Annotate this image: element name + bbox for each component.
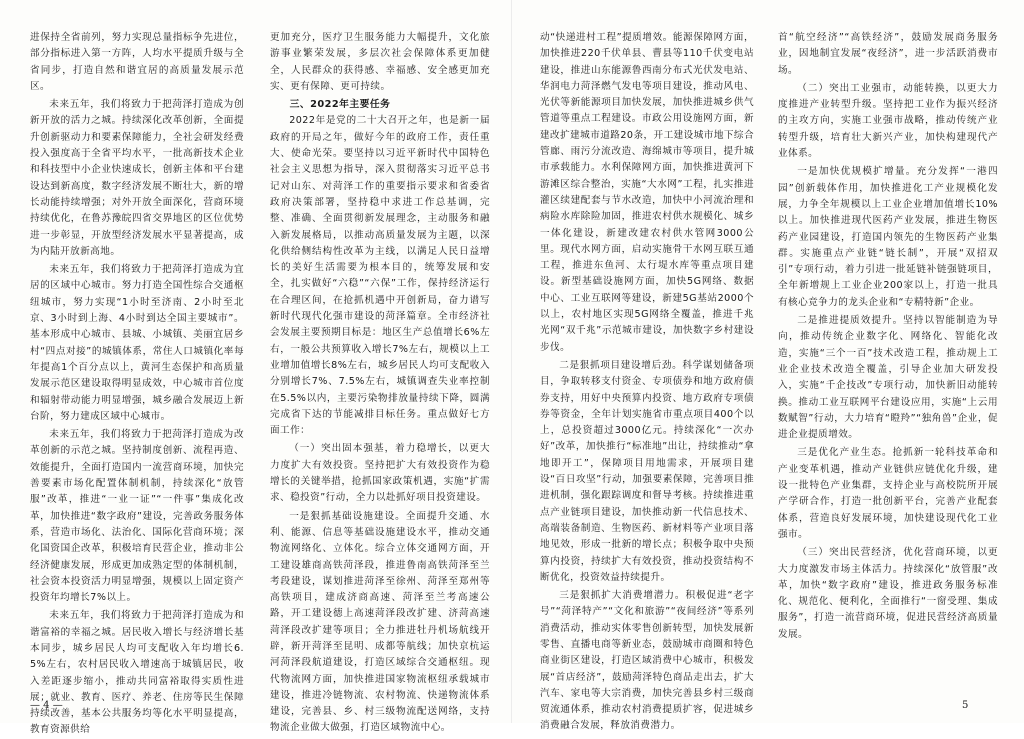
page-gutter <box>511 0 512 723</box>
paragraph: 未来五年，我们将致力于把菏泽打造成为改革创新的示范之城。坚持制度创新、流程再造、效能提升，全面打造国内一流营商环境，加快完善要素市场化配置体制机制，持续深化“放管服”改革，推进“一业一证”“一件事”集成化改革，加快推进“数字政府”建设，完善政务服务体系，营造市场化、法治化、国际化营商环境；深化国资国企改革，积极培育民营企业，推动非公经济健康发展，形成更加成熟定型的体制机制，社会资本投资活力明显增强，规模以上固定资产投资年均增长7%以上。 <box>30 429 244 604</box>
section-heading: 三、2022年主要任务 <box>289 99 391 111</box>
paragraph: 二是狠抓项目建设增后劲。科学谋划储备项目，争取转移支付资金、专项债券和地方政府债券支持，用好中央预算内投资、地方政府专项债券等资金，全年计划实施省市重点项目400个以上，总投资超过3000亿元。持续深化“一次办好”改革，加快推行“标准地”出让，持续推动“拿地即开工”，保障项目用地需求，开展项目建设“百日攻坚”行动，加强要素保障，完善项目推进机制，强化跟踪调度和督导考核。持续推进重点产业链项目建设，加快推动新一代信息技术、高端装备制造、生物医药、新材料等产业项目落地见效，形成一批新的增长点；积极争取中央预算内投资，持续扩大有效投资，推动投资结构不断优化，投资效益持续提升。 <box>540 359 754 583</box>
paragraph: 更加充分，医疗卫生服务能力大幅提升，文化旅游事业繁荣发展，多层次社会保障体系更加健全，人民群众的获得感、幸福感、安全感更加充实、更有保障、更可持续。 <box>270 32 490 92</box>
paragraph: 二是推进提质效提升。坚持以智能制造为导向，推动传统企业数字化、网络化、智能化改造，实施“三个一百”技术改造工程，推动规上工业企业技术改造全覆盖，引导企业加大研发投入，实施“千企技改”专项行动，加快新旧动能转换。推动工业互联网平台建设应用，实施“上云用数赋智”行动，大力培育“瞪羚”“独角兽”企业，促进企业提质增效。 <box>778 315 998 441</box>
right-column-2 <box>778 30 998 690</box>
paragraph: 未来五年，我们将致力于把菏泽打造成为创新开放的活力之城。持续深化改革创新，全面提升创新驱动力和要素保障能力，全社会研发经费投入强度高于全省平均水平，一批高新技术企业和科技型中小企业快速成长，创新主体和平台建设达到新高度，数字经济发展不断壮大，新的增长动能持续增强；对外开放全面深化，营商环境持续优化，在鲁苏豫皖四省交界地区的区位优势进一步彰显，开放型经济发展水平显著提高，成为内陆开放新高地。 <box>30 99 244 257</box>
paragraph: 未来五年，我们将致力于把菏泽打造成为和谐富裕的幸福之城。居民收入增长与经济增长基本同步，城乡居民人均可支配收入年均增长6.5%左右，农村居民收入增速高于城镇居民，收入差距逐步缩小，推动共同富裕取得实质性进展；就业、教育、医疗、养老、住房等民生保障持续改善，基本公共服务均等化水平明显提高，教育资源供给 <box>30 610 244 736</box>
paragraph: 一是狠抓基础设施建设。全面提升交通、水利、能源、信息等基础设施建设水平，推动交通物流网络化、立体化。综合立体交通网方面，开工建设雄商高铁菏泽段，推进鲁南高铁菏泽至兰考段建设，谋划推进菏泽至徐州、菏泽至郑州等高铁项目，建成济商高速、菏泽至兰考高速公路，开工建设德上高速菏泽段改扩建、济菏高速菏泽段改扩建等项目；全力推进牡丹机场航线开辟，新开菏泽至昆明、成都等航线；加快京杭运河菏泽段航道建设，打造区域综合交通枢纽。现代物流网方面，加快推进国家物流枢纽承载城市建设，推进冷链物流、农村物流、快递物流体系建设，完善县、乡、村三级物流配送网络，支持物流企业做大做强，打造区域物流中心。 <box>270 510 490 734</box>
left-page-number: — 4 — <box>30 700 63 711</box>
paragraph: 三是优化产业生态。抢抓新一轮科技革命和产业变革机遇，推动产业链供应链优化升级，建设一批特色产业集群，支持企业与高校院所开展产学研合作，打造一批创新平台，完善产业配套体系，营造良好发展环境，加快建设现代化工业强市。 <box>778 447 998 540</box>
right-column-1 <box>540 30 754 732</box>
paragraph: 未来五年，我们将致力于把菏泽打造成为宜居的区域中心城市。努力打造全国性综合交通枢纽城市，努力实现“1小时至济南、2小时至北京、3小时到上海、4小时到达全国主要城市”。基本形成中心城市、县城、小城镇、美丽宜居乡村“四点对接”的城镇体系，常住人口城镇化率每年提高1个百分点以上，黄河生态保护和高质量发展示范区建设取得明显成效，中心城市首位度和辐射带动能力明显增强，城乡融合发展迈上新台阶，努力建成区域中心城市。 <box>30 264 244 422</box>
left-page <box>30 30 490 736</box>
paragraph: 三是狠抓扩大消费增潜力。积极促进“老字号”“菏泽特产”“文化和旅游”“夜间经济”等系列消费活动，推动实体零售创新转型，加快发展新零售、直播电商等新业态，鼓励城市商圈和特色商业街区建设，打造区域消费中心城市，积极发展“首店经济”，鼓励菏泽特色商品走出去，扩大汽车、家电等大宗消费，加快完善县乡村三级商贸流通体系，推动农村消费提质扩容，促进城乡消费融合发展，释放消费潜力。 <box>540 590 754 732</box>
paragraph: 首“航空经济”“高铁经济”，鼓励发展商务服务业，因地制宜发展“夜经济”，进一步活跃消费市场。 <box>778 32 998 76</box>
paragraph: 一是加快优规模扩增量。充分发挥“一港四园”创新载体作用，加快推进化工产业规模化发展，力争全年规模以上工业企业增加值增长10%以上。加快推进现代医药产业发展，推进生物医药产业园建设，打造国内领先的生物医药产业集群。实施重点产业链“链长制”，开展“双招双引”专项行动，着力引进一批延链补链强链项目，全年新增规上工业企业200家以上，打造一批具有核心竞争力的龙头企业和“专精特新”企业。 <box>778 166 998 308</box>
paragraph: （二）突出工业强市，动能转换，以更大力度推进产业转型升级。坚持把工业作为振兴经济的主攻方向，实施工业强市战略，推动传统产业转型升级，培育壮大新兴产业，加快构建现代产业体系。 <box>778 82 998 160</box>
paragraph: 进保持全省前列，努力实现总量指标争先进位，部分指标进入第一方阵，人均水平提质升级与全省同步，打造自然和谐宜居的高质量发展示范区。 <box>30 32 244 92</box>
right-page-number: 5 <box>962 700 969 711</box>
left-column-1 <box>30 30 244 736</box>
paragraph: （一）突出固本强基，着力稳增长，以更大力度扩大有效投资。坚持把扩大有效投资作为稳增长的关键举措，抢抓国家政策机遇，实施“扩需求、稳投资”行动，全力以赴抓好项目投资建设。 <box>270 443 490 504</box>
paragraph: （三）突出民营经济，优化营商环境，以更大力度激发市场主体活力。持续深化“放管服”改革，加快“数字政府”建设，推进政务服务标准化、规范化、便利化，全面推行“一窗受理、集成服务”，打造一流营商环境，促进民营经济高质量发展。 <box>778 547 998 640</box>
paragraph: 动“快递进村工程”提质增效。能源保障网方面，加快推进220千伏单县、曹县等110千伏变电站建设，推进山东能源鲁西南分布式光伏发电站、华润电力菏泽燃气发电等项目建设，推动风电、光伏等新能源项目加快发展，加快推进城乡供气管道等重点工程建设。市政公用设施网方面，新建改扩建城市道路20条，开工建设城市地下综合管廊、雨污分流改造、海绵城市等项目，提升城市承载能力。水利保障网方面，加快推进黄河下游滩区综合整治，实施“大水网”工程，扎实推进灌区续建配套与节水改造，加快中小河流治理和病险水库除险加固，推进农村供水规模化、城乡一体化建设，新建改建农村供水管网3000公里。现代水网方面，启动实施骨干水网互联互通工程，推进东鱼河、太行堤水库等重点项目建设。新型基础设施网方面，加快5G网络、数据中心、工业互联网等建设，新建5G基站2000个以上，农村地区实现5G网络全覆盖，推进千兆光网“双千兆”示范城市建设，加快数字乡村建设步伐。 <box>540 32 754 353</box>
paragraph: 2022年是党的二十大召开之年，也是新一届政府的开局之年，做好今年的政府工作，责任重大、使命光荣。要坚持以习近平新时代中国特色社会主义思想为指导，深入贯彻落实习近平总书记对山东、对菏泽工作的重要指示要求和省委省政府决策部署，坚持稳中求进工作总基调，完整、准确、全面贯彻新发展理念，主动服务和融入新发展格局，以推动高质量发展为主题，以深化供给侧结构性改革为主线，以满足人民日益增长的美好生活需要为根本目的，统筹发展和安全，扎实做好“六稳”“六保”工作，保持经济运行在合理区间，在抢抓机遇中开创新局，奋力谱写新时代现代化强市建设的菏泽篇章。全市经济社会发展主要预期目标是：地区生产总值增长6%左右，一般公共预算收入增长7%左右，规模以上工业增加值增长8%左右，城乡居民人均可支配收入分别增长7%、7.5%左右，城镇调查失业率控制在5.5%以内，主要污染物排放量持续下降，圆满完成省下达的节能减排目标任务。重点做好七方面工作： <box>270 115 490 437</box>
right-page <box>540 30 998 732</box>
left-column-2 <box>270 30 490 734</box>
